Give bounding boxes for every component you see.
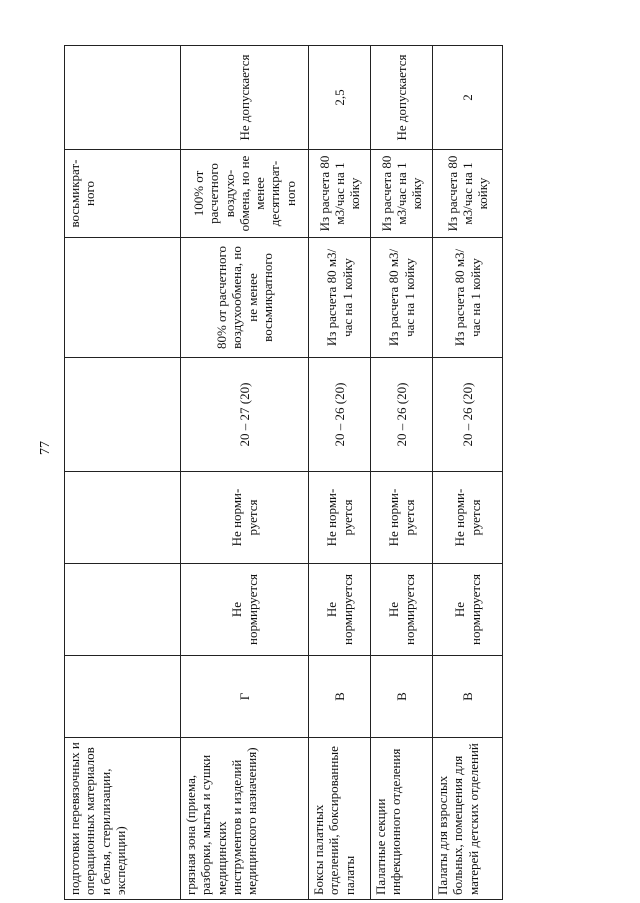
exhaust-air-cell: 100% от расчетного воздухо-обмена, но не менее десятикрат-ного <box>181 150 309 238</box>
supply-air-cell: 80% от расчетного воздухообмена, но не менее восьмикратного <box>181 238 309 358</box>
temperature-cell: 20 – 26 (20) <box>371 358 433 472</box>
page-number: 77 <box>38 441 53 455</box>
cell: Не норми-руется <box>181 472 309 564</box>
table-row <box>433 46 503 900</box>
room-name-cell: Палаты для взрослых больных, помещения для матерей детских отделений <box>433 738 503 900</box>
table-row <box>371 46 433 900</box>
cleanliness-class-cell <box>65 656 181 738</box>
exhaust-air-cell: Из расчета 80 м3/час на 1 койку <box>433 150 503 238</box>
cleanliness-class-cell: В <box>433 656 503 738</box>
room-name-cell: Боксы палатных отделений, боксированные палаты <box>309 738 371 900</box>
cell: Не норми-руется <box>371 472 433 564</box>
cell: Не норми-руется <box>433 472 503 564</box>
extra-cell: 2 <box>433 46 503 150</box>
supply-air-cell: Из расчета 80 м3/час на 1 койку <box>433 238 503 358</box>
ventilation-table <box>64 45 503 900</box>
cell: Не нормируется <box>309 564 371 656</box>
temperature-cell: 20 – 26 (20) <box>309 358 371 472</box>
room-name-cell: Палатные секции инфекционного отделения <box>371 738 433 900</box>
exhaust-air-cell: Из расчета 80 м3/час на 1 койку <box>309 150 371 238</box>
cleanliness-class-cell: В <box>371 656 433 738</box>
temperature-cell: 20 – 27 (20) <box>181 358 309 472</box>
room-name-cell: грязная зона (приема, разборки, мытья и сушки медицинских инструментов и изделий медицинского назначения) <box>181 738 309 900</box>
exhaust-air-cell: восьмикрат-ного <box>65 150 181 238</box>
extra-cell: 2,5 <box>309 46 371 150</box>
extra-cell <box>65 46 181 150</box>
cell <box>65 472 181 564</box>
table-row <box>309 46 371 900</box>
cell <box>65 564 181 656</box>
rotated-table-container <box>64 46 502 900</box>
cell: Не нормируется <box>181 564 309 656</box>
table-area <box>64 46 502 900</box>
table-row <box>181 46 309 900</box>
cell: Не норми-руется <box>309 472 371 564</box>
cell: Не нормируется <box>371 564 433 656</box>
table-row <box>65 46 181 900</box>
cell: Не нормируется <box>433 564 503 656</box>
extra-cell: Не допускается <box>181 46 309 150</box>
temperature-cell <box>65 358 181 472</box>
extra-cell: Не допускается <box>371 46 433 150</box>
exhaust-air-cell: Из расчета 80 м3/час на 1 койку <box>371 150 433 238</box>
temperature-cell: 20 – 26 (20) <box>433 358 503 472</box>
cleanliness-class-cell: В <box>309 656 371 738</box>
supply-air-cell: Из расчета 80 м3/час на 1 койку <box>371 238 433 358</box>
room-name-cell: подготовки перевязочных и операционных материалов и белья, стерилизации, экспедиции) <box>65 738 181 900</box>
supply-air-cell <box>65 238 181 358</box>
cleanliness-class-cell: Г <box>181 656 309 738</box>
supply-air-cell: Из расчета 80 м3/час на 1 койку <box>309 238 371 358</box>
